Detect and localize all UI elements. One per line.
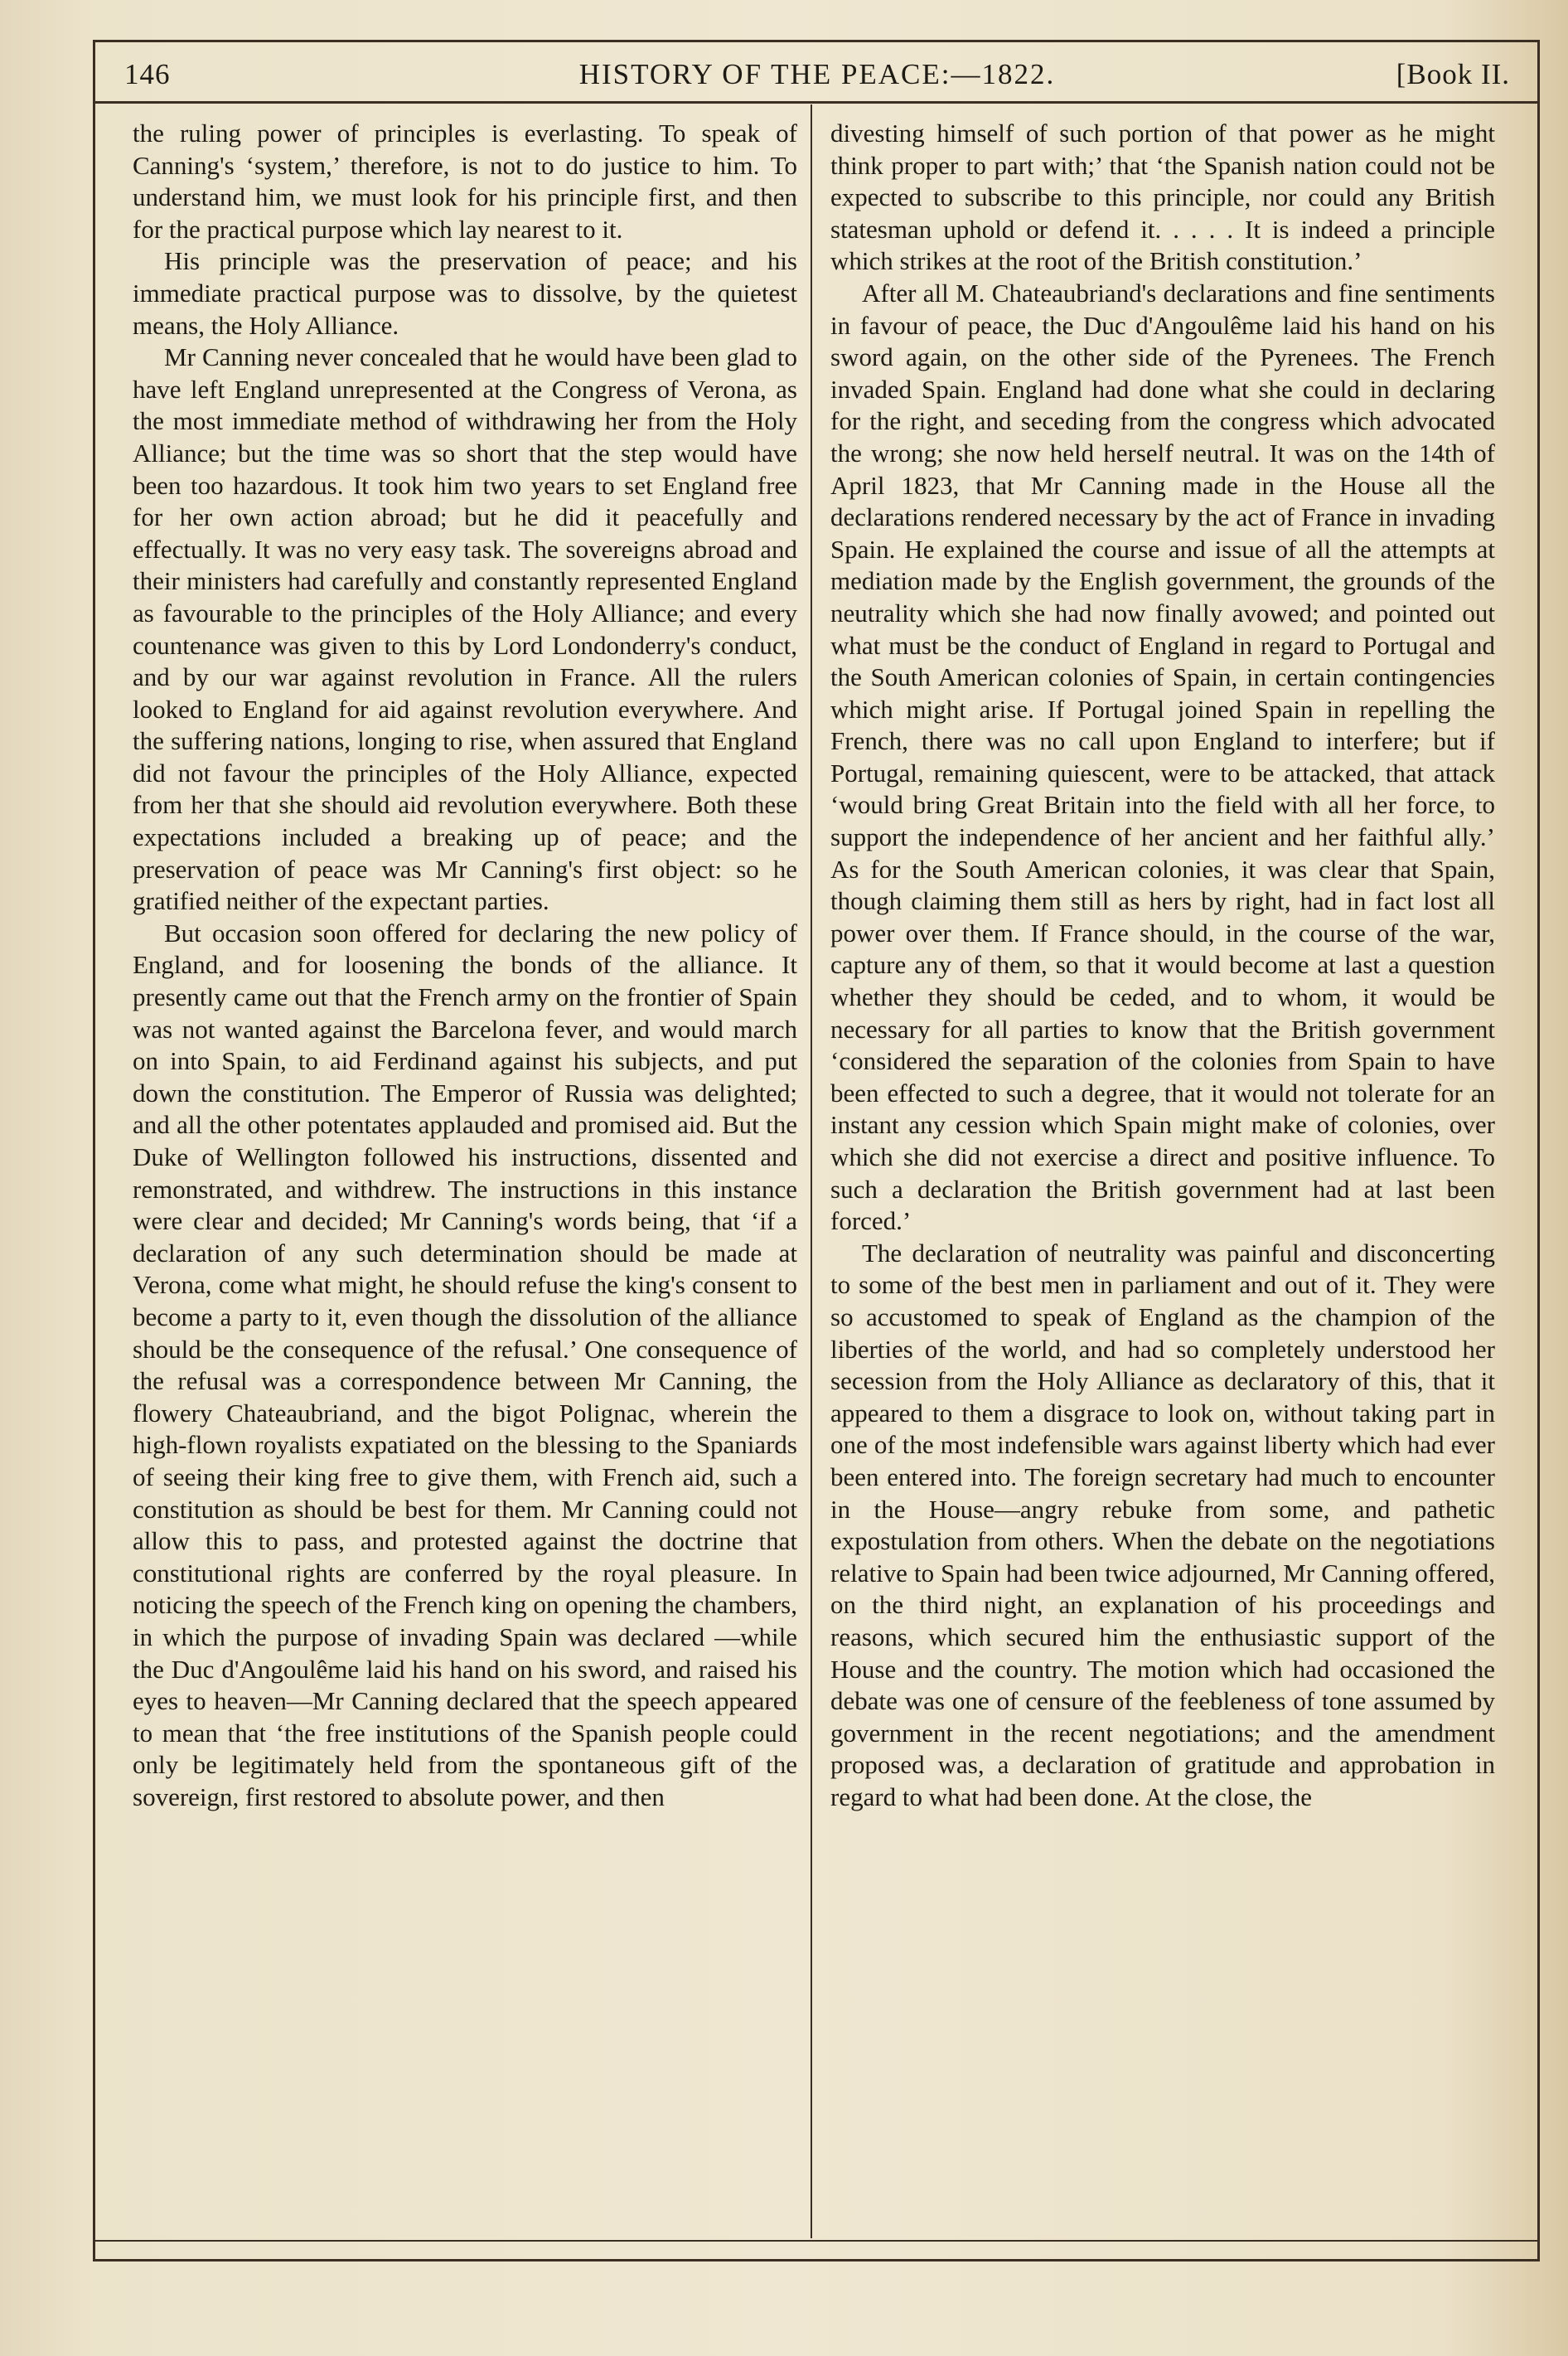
paragraph: The declaration of neutrality was painful and disconcerting to some of the best men in parliament and out of it. They were so accustomed to speak of England as the champion of the liberties of the world, and had so completely understood her secession from the Holy Alliance as declaratory of this, that it appeared to them a disgrace to look on, without taking part in one of the most indefensible wars against liberty which had ever been entered into. The foreign secretary had much to encounter in the House—angry rebuke from some, and pathetic expostulation from others. When the debate on the negotiations relative to Spain had been twice adjourned, Mr Canning offered, on the third night, an explanation of his proceedings and reasons, which secured him the enthusiastic support of the House and the country. The motion which had occasioned the debate was one of censure of the feebleness of tone assumed by government in the recent negotiations; and the amendment proposed was, a declaration of gratitude and approbation in regard to what had been done. At the close, the	[830, 1238, 1495, 1811]
footer-rule	[93, 2240, 1540, 2242]
paragraph: His principle was the preservation of peace; and his immediate practical purpose was to dissolve, by the quietest means, the Holy Alliance.	[133, 246, 797, 340]
paragraph: But occasion soon offered for declaring the new policy of England, and for loosening the bonds of the alliance. It presently came out that the French army on the frontier of Spain was not wanted against the Barcelona fever, and would march on into Spain, to aid Ferdinand against his subjects, and put down the constitution. The Emperor of Russia was delighted; and all the other potentates applauded and promised aid. But the Duke of Wellington followed his instructions, dissented and remonstrated, and withdrew. The instructions in this instance were clear and decided; Mr Canning's words being, that ‘if a declaration of any such determination should be made at Verona, come what might, he should refuse the king's consent to become a party to it, even though the dissolution of the alliance should be the consequence of the refusal.’ One consequence of the refusal was a correspondence between Mr Canning, the flowery Chateaubriand, and the bigot Polignac, wherein the high-flown royalists expatiated on the blessing to the Spaniards of seeing their king free to give them, with French aid, such a constitution as should be best for them. Mr Canning could not allow this to pass, and protested against the doctrine that constitutional rights are conferred by the royal pleasure. In noticing the speech of the French king on opening the chambers, in which the purpose of invading Spain was declared —while the Duc d'Angoulême laid his hand on his sword, and raised his eyes to heaven—Mr Canning declared that the speech appeared to mean that ‘the free institutions of the Spanish people could only be legitimately held from the spontaneous gift of the sovereign, first restored to absolute power, and then	[133, 918, 797, 1811]
paragraph: Mr Canning never concealed that he would have been glad to have left England unrepresented at the Congress of Verona, as the most immediate method of withdrawing her from the Holy Alliance; but the time was so short that the step would have been too hazardous. It took him two years to set England free for her own action abroad; but he did it peacefully and effectually. It was no very easy task. The sovereigns abroad and their ministers had carefully and constantly represented England as favourable to the principles of the Holy Alliance; and every countenance was given to this by Lord Londonderry's conduct, and by our war against revolution in France. All the rulers looked to England for aid against revolution everywhere. And the suffering nations, longing to rise, when assured that England did not favour the principles of the Holy Alliance, expected from her that she should aid revolution everywhere. Both these expectations included a breaking up of peace; and the preservation of peace was Mr Canning's first object: so he gratified neither of the expectant parties.	[133, 342, 797, 916]
page-number: 146	[124, 58, 171, 90]
paragraph: After all M. Chateaubriand's declarations and fine sentiments in favour of peace, the Duc d'Angoulême laid his hand on his sword again, on the other side of the Pyrenees. The French invaded Spain. England had done what she could in declaring for the right, and seceding from the congress which advocated the wrong; she now held herself neutral. It was on the 14th of April 1823, that Mr Canning made in the House all the declarations rendered necessary by the act of France in invading Spain. He explained the course and issue of all the attempts at mediation made by the English government, the grounds of the neutrality which she had now finally avowed; and pointed out what must be the conduct of England in regard to Portugal and the South American colonies of Spain, in certain contingencies which might arise. If Portugal joined Spain in repelling the French, there was no call upon England to interfere; but if Portugal, remaining quiescent, were to be attacked, that attack ‘would bring Great Britain into the field with all her force, to support the independence of her ancient and her faithful ally.’ As for the South American colonies, it was clear that Spain, though claiming them still as hers by right, had in fact lost all power over them. If France should, in the course of the war, capture any of them, so that it would become at last a question whether they should be ceded, and to whom, it would be necessary for all parties to know that the British government ‘considered the separation of the colonies from Spain to have been effected to such a degree, that it would not tolerate for an instant any cession which Spain might make of colonies, over which she did not exercise a direct and positive influence. To such a declaration the British government had at last been forced.’	[830, 278, 1495, 1236]
running-head	[124, 53, 1510, 98]
column-divider	[811, 104, 812, 2238]
paragraph: divesting himself of such portion of that power as he might think proper to part with;’ that ‘the Spanish nation could not be expected to subscribe to this principle, nor could any British statesman uphold or defend it. . . . . It is indeed a principle which strikes at the root of the British constitution.’	[830, 119, 1495, 276]
left-column	[133, 118, 797, 1813]
right-column	[830, 118, 1495, 1813]
paragraph: the ruling power of principles is everlasting. To speak of Canning's ‘system,’ therefore, is not to do justice to him. To understand him, we must look for his principle first, and then for the practical purpose which lay nearest to it.	[133, 119, 797, 244]
running-title: HISTORY OF THE PEACE:—1822.	[578, 58, 1056, 90]
header-rule	[93, 101, 1540, 104]
book-label: [Book II.	[1396, 58, 1510, 90]
